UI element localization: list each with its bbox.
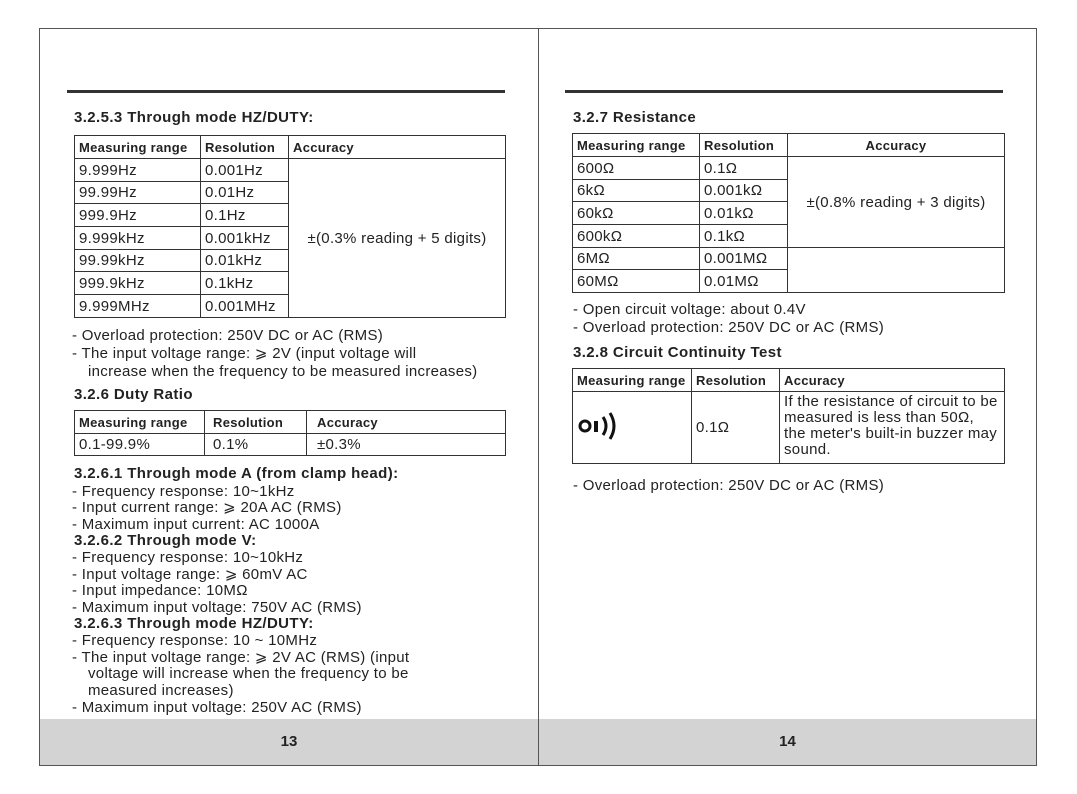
range-cell: 6MΩ xyxy=(573,248,700,270)
note-line: - Overload protection: 250V DC or AC (RMS) xyxy=(573,319,885,336)
page-footer-right xyxy=(539,719,1036,765)
range-cell: 9.999Hz xyxy=(75,159,201,182)
range-cell: 6kΩ xyxy=(573,180,700,202)
accuracy-cell: ±0.3% xyxy=(307,434,506,456)
column-header: Measuring range xyxy=(75,411,205,434)
section-heading-clamp: 3.2.6.1 Through mode A (from clamp head): xyxy=(74,465,399,482)
accuracy-cell: ±(0.8% reading + 3 digits) xyxy=(788,157,1005,248)
column-header: Resolution xyxy=(205,411,307,434)
range-cell: 9.999MHz xyxy=(75,295,201,318)
page-footer-left xyxy=(40,719,538,765)
section-heading-duty-ratio: 3.2.6 Duty Ratio xyxy=(74,386,193,403)
accuracy-cell-empty xyxy=(788,248,1005,293)
column-header: Accuracy xyxy=(780,369,1005,392)
note-line: - Open circuit voltage: about 0.4V xyxy=(573,301,806,318)
column-header: Measuring range xyxy=(573,134,700,157)
spec-line: - Input impedance: 10MΩ xyxy=(72,582,248,599)
section-heading-mode-v: 3.2.6.2 Through mode V: xyxy=(74,532,257,549)
spec-line: - Maximum input voltage: 750V AC (RMS) xyxy=(72,599,362,616)
resolution-cell: 0.01kΩ xyxy=(700,202,788,225)
note-line: - Overload protection: 250V DC or AC (RMS) xyxy=(573,477,885,494)
page-number: 14 xyxy=(779,733,796,750)
range-cell: 60kΩ xyxy=(573,202,700,225)
resolution-cell: 0.001MHz xyxy=(201,295,289,318)
resolution-cell: 0.1kHz xyxy=(201,272,289,295)
spec-line: voltage will increase when the frequency to be xyxy=(88,665,409,682)
resolution-cell: 0.001Hz xyxy=(201,159,289,182)
resolution-cell: 0.001kHz xyxy=(201,227,289,250)
column-header: Measuring range xyxy=(573,369,692,392)
spec-line: - Input voltage range: ⩾ 60mV AC xyxy=(72,566,308,583)
section-heading-resistance: 3.2.7 Resistance xyxy=(573,109,697,126)
column-header: Accuracy xyxy=(289,136,506,159)
column-header: Accuracy xyxy=(307,411,506,434)
page-divider xyxy=(538,28,539,766)
range-cell: 600kΩ xyxy=(573,225,700,248)
table-row xyxy=(75,434,506,456)
continuity-spec-table xyxy=(572,368,1005,464)
range-cell: 9.999kHz xyxy=(75,227,201,250)
resolution-cell: 0.1Ω xyxy=(692,392,780,464)
table-row xyxy=(573,392,1005,464)
note-line: increase when the frequency to be measured increases) xyxy=(88,363,478,380)
section-heading-hz-duty: 3.2.5.3 Through mode HZ/DUTY: xyxy=(74,109,314,126)
spec-line: - Frequency response: 10~10kHz xyxy=(72,549,304,566)
resolution-cell: 0.001MΩ xyxy=(700,248,788,270)
section-heading-hz-duty-2: 3.2.6.3 Through mode HZ/DUTY: xyxy=(74,615,314,632)
table-row xyxy=(573,157,1005,180)
table-row xyxy=(75,159,506,182)
range-cell xyxy=(573,392,692,464)
range-cell: 999.9kHz xyxy=(75,272,201,295)
spec-line: - Frequency response: 10 ~ 10MHz xyxy=(72,632,318,649)
range-cell: 99.99Hz xyxy=(75,182,201,204)
resistance-spec-table xyxy=(572,133,1005,293)
note-line: - Overload protection: 250V DC or AC (RMS) xyxy=(72,327,384,344)
range-cell: 0.1-99.9% xyxy=(75,434,205,456)
buzzer-icon xyxy=(577,411,621,441)
column-header: Resolution xyxy=(692,369,780,392)
page-number: 13 xyxy=(280,733,298,750)
resolution-cell: 0.01Hz xyxy=(201,182,289,204)
accuracy-cell: If the resistance of circuit to be measured is less than 50Ω, the meter's built-in buzzer may sound. xyxy=(780,392,1005,464)
column-header: Accuracy xyxy=(788,134,1005,157)
resolution-cell: 0.1kΩ xyxy=(700,225,788,248)
resolution-cell: 0.1% xyxy=(205,434,307,456)
table-row xyxy=(573,248,1005,270)
resolution-cell: 0.001kΩ xyxy=(700,180,788,202)
column-header: Measuring range xyxy=(75,136,201,159)
table-header-row xyxy=(75,411,506,434)
column-header: Resolution xyxy=(700,134,788,157)
duty-spec-table xyxy=(74,410,506,456)
table-header-row xyxy=(573,369,1005,392)
spec-line: - Input current range: ⩾ 20A AC (RMS) xyxy=(72,499,342,516)
resolution-cell: 0.1Hz xyxy=(201,204,289,227)
column-header: Resolution xyxy=(201,136,289,159)
section-heading-continuity: 3.2.8 Circuit Continuity Test xyxy=(573,344,782,361)
accuracy-cell: ±(0.3% reading + 5 digits) xyxy=(289,159,506,318)
resolution-cell: 0.01MΩ xyxy=(700,270,788,293)
top-rule-left xyxy=(67,90,505,93)
range-cell: 99.99kHz xyxy=(75,250,201,272)
resolution-cell: 0.01kHz xyxy=(201,250,289,272)
spec-line: - Maximum input current: AC 1000A xyxy=(72,516,320,533)
table-header-row xyxy=(75,136,506,159)
note-line: - The input voltage range: ⩾ 2V (input voltage will xyxy=(72,345,417,362)
spec-line: - Maximum input voltage: 250V AC (RMS) xyxy=(72,699,362,716)
resolution-cell: 0.1Ω xyxy=(700,157,788,180)
range-cell: 999.9Hz xyxy=(75,204,201,227)
hz-spec-table xyxy=(74,135,506,318)
spec-line: measured increases) xyxy=(88,682,234,699)
range-cell: 600Ω xyxy=(573,157,700,180)
range-cell: 60MΩ xyxy=(573,270,700,293)
table-header-row xyxy=(573,134,1005,157)
spec-line: - The input voltage range: ⩾ 2V AC (RMS) (input xyxy=(72,649,410,666)
top-rule-right xyxy=(565,90,1003,93)
spec-line: - Frequency response: 10~1kHz xyxy=(72,483,295,500)
